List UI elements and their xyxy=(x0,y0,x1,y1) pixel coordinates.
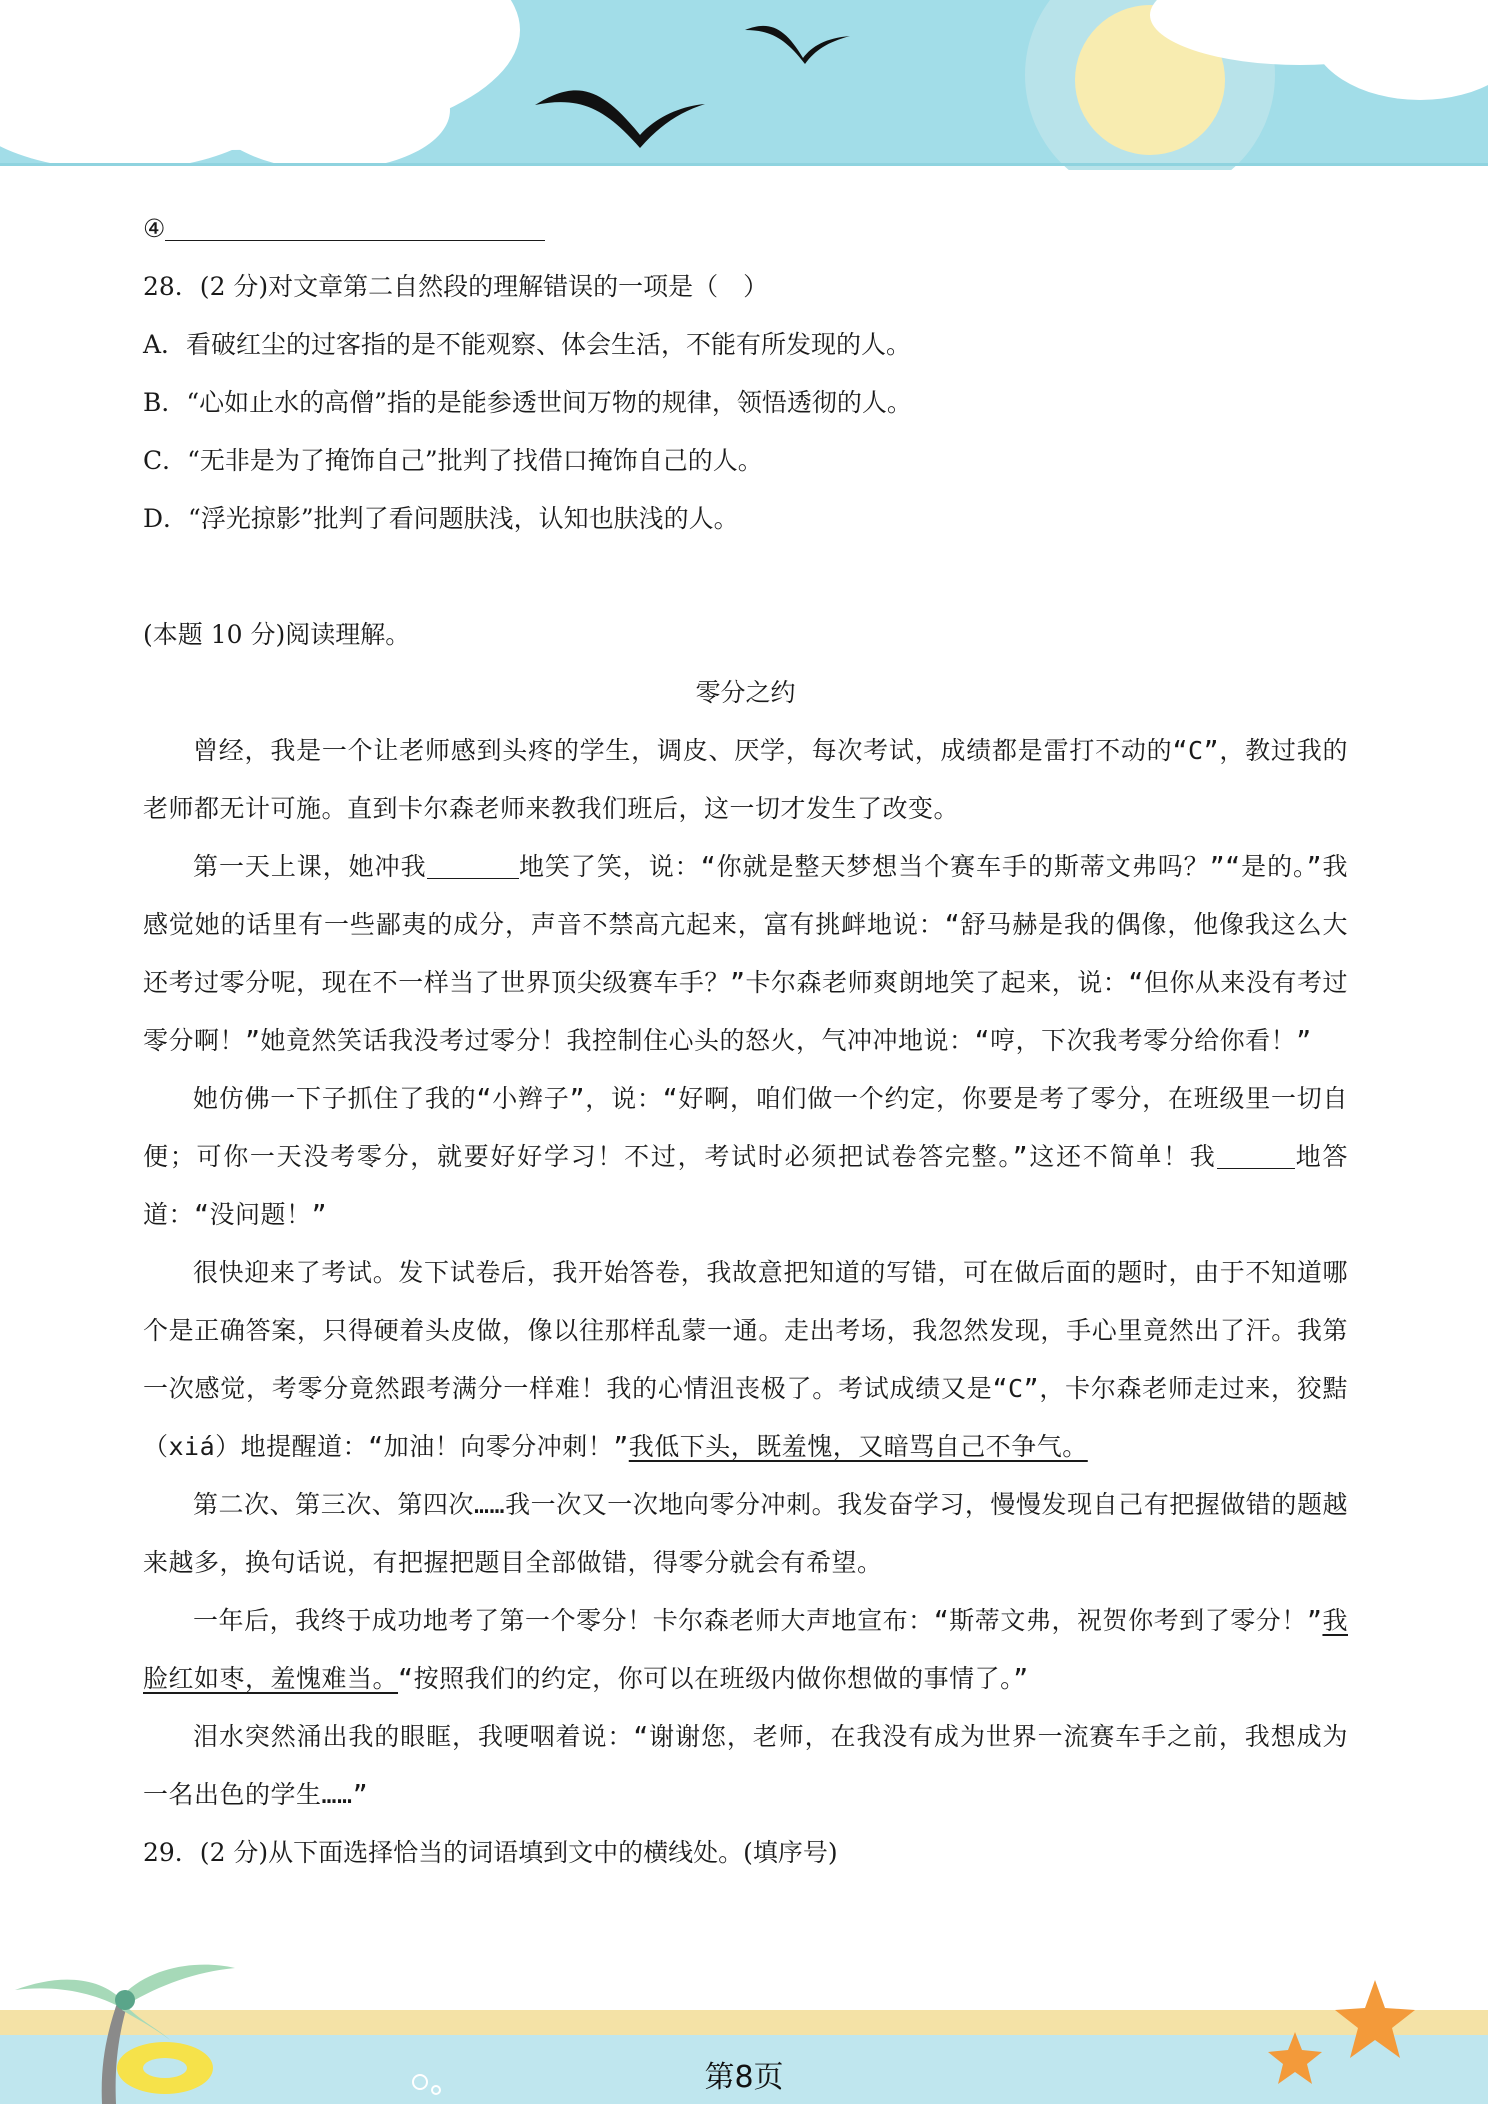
story-paragraph-2: 第一天上课，她冲我 地笑了笑，说：“你就是整天梦想当个赛车手的斯蒂文弗吗？”“是的。”我感觉她的话里有一些鄙夷的成分，声音不禁高亢起来，富有挑衅地说：“舒马赫是我的偶像，他像我这么大还考过零分呢，现在不一样当了世界顶尖级赛车手？”卡尔森老师爽朗地笑了起来，说：“但你从来没有考过零分啊！”她竟然笑话我没考过零分！我控制住心头的怒火，气冲冲地说：“哼，下次我考零分给你看！” xyxy=(143,852,1348,1055)
header-banner xyxy=(0,0,1488,170)
underlined-sentence-1: 我低下头，既羞愧，又暗骂自己不争气。 xyxy=(628,1432,1088,1461)
q28-option-c: C．“无非是为了掩饰自己”批判了找借口掩饰自己的人。 xyxy=(143,446,763,475)
q29-stem: 29．(2 分)从下面选择恰当的词语填到文中的横线处。(填序号) xyxy=(143,1838,838,1867)
story-paragraph-6: 一年后，我终于成功地考了第一个零分！卡尔森老师大声地宣布：“斯蒂文弗，祝贺你考到了零分！”我脸红如枣，羞愧难当。“按照我们的约定，你可以在班级内做你想做的事情了。” xyxy=(143,1606,1348,1693)
q28-option-a: A．看破红尘的过客指的是不能观察、体会生活，不能有所发现的人。 xyxy=(143,330,912,359)
story-paragraph-4: 很快迎来了考试。发下试卷后，我开始答卷，我故意把知道的写错，可在做后面的题时，由于不知道哪个是正确答案，只得硬着头皮做，像以往那样乱蒙一通。走出考场，我忽然发现，手心里竟然出了汗。我第一次感觉，考零分竟然跟考满分一样难！我的心情沮丧极了。考试成绩又是“C”，卡尔森老师走过来，狡黠（xiá）地提醒道：“加油！向零分冲刺！”我低下头，既羞愧，又暗骂自己不争气。 xyxy=(143,1258,1348,1461)
q28-stem: 28．(2 分)对文章第二自然段的理解错误的一项是（ ） xyxy=(143,272,769,301)
q27-answer-line xyxy=(143,200,1348,258)
q28-option-b: B．“心如止水的高僧”指的是能参透世间万物的规律，领悟透彻的人。 xyxy=(143,388,912,417)
page-number: 第8页 xyxy=(704,2060,784,2095)
document-body xyxy=(143,200,1348,1882)
story-paragraph-7: 泪水突然涌出我的眼眶，我哽咽着说：“谢谢您，老师，在我没有成为世界一流赛车手之前，我想成为一名出色的学生……” xyxy=(143,1722,1348,1809)
sand-strip xyxy=(0,2010,1488,2035)
underlined-sentence-2: 我脸红如枣，羞愧难当。 xyxy=(143,1606,1348,1693)
story-paragraph-5: 第二次、第三次、第四次……我一次又一次地向零分冲刺。我发奋学习，慢慢发现自己有把握做错的题越来越多，换句话说，有把握把题目全部做错，得零分就会有希望。 xyxy=(143,1490,1348,1577)
section-intro: (本题 10 分)阅读理解。 xyxy=(143,620,411,649)
answer-blank[interactable] xyxy=(165,215,545,241)
fill-blank-1[interactable] xyxy=(427,853,519,879)
fill-blank-2[interactable] xyxy=(1217,1143,1295,1169)
story-paragraph-3: 她仿佛一下子抓住了我的“小辫子”，说：“好啊，咱们做一个约定，你要是考了零分，在班级里一切自便；可你一天没考零分，就要好好学习！不过，考试时必须把试卷答完整。”这还不简单！我 地答道：“没问题！” xyxy=(143,1084,1348,1229)
q27-circled-number: ④ xyxy=(143,214,166,243)
story-title: 零分之约 xyxy=(695,678,796,707)
story-paragraph-1: 曾经，我是一个让老师感到头疼的学生，调皮、厌学，每次考试，成绩都是雷打不动的“C”，教过我的老师都无计可施。直到卡尔森老师来教我们班后，这一切才发生了改变。 xyxy=(143,736,1348,823)
q28-option-d: D．“浮光掠影”批判了看问题肤浅，认知也肤浅的人。 xyxy=(143,504,739,533)
